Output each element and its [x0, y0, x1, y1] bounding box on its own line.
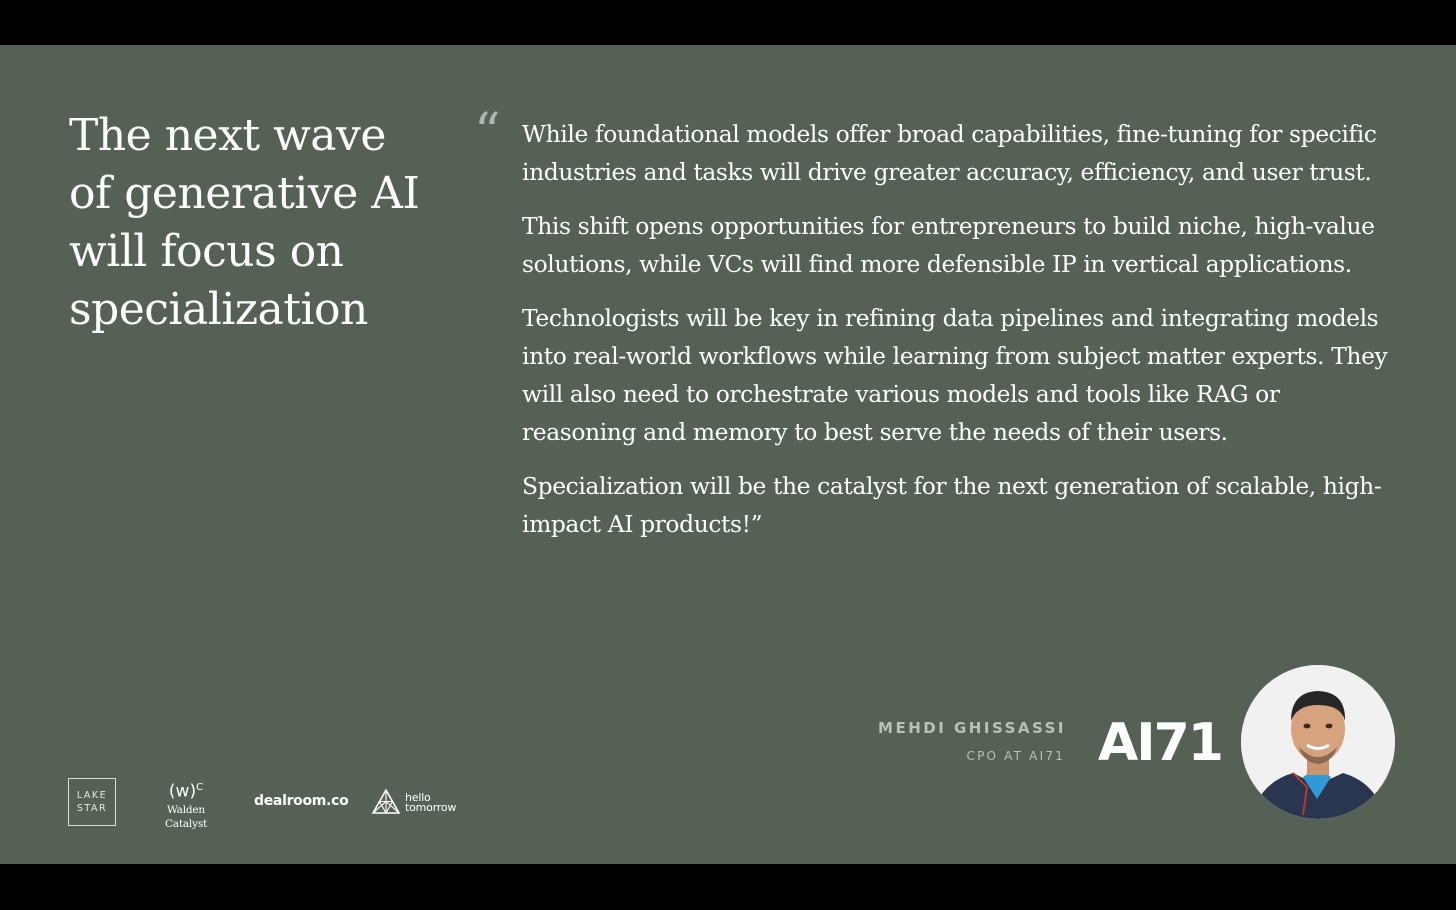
speaker-portrait: [1241, 665, 1395, 819]
slide: [0, 45, 1456, 864]
dealroom-logo: dealroom.co: [254, 793, 349, 809]
lakestar-logo: [68, 778, 116, 826]
walden-mark: $(w)^C$: [168, 781, 204, 802]
speaker-name: MEHDI GHISSASSI: [878, 719, 1066, 737]
ai71-logo: AI71: [1098, 713, 1222, 773]
speaker-avatar: [1241, 665, 1395, 819]
quote-body: [522, 115, 1397, 559]
hello-tomorrow-text: hello tomorrow: [405, 791, 457, 814]
hello-tomorrow-icon: [372, 789, 400, 815]
headline: The next wave of generative AI will focus on specialization: [69, 110, 420, 335]
walden-name: Walden Catalyst: [164, 803, 208, 830]
walden-catalyst-logo: [146, 777, 226, 831]
lakestar-logo-line: LAKE: [76, 790, 108, 801]
speaker-role: CPO AT AI71: [966, 749, 1065, 763]
quote-paragraph: This shift opens opportunities for entrepreneurs to build niche, high-value solutions, while VCs will find more defensible IP in vertical applications.: [522, 212, 1375, 278]
quote-paragraph: Specialization will be the catalyst for the next generation of scalable, high-impact AI products!”: [522, 472, 1382, 538]
quote-mark-icon: “: [474, 103, 501, 163]
quote-paragraph: While foundational models offer broad capabilities, fine-tuning for specific industries and tasks will drive greater accuracy, efficiency, and user trust.: [522, 120, 1377, 186]
lakestar-logo-line: STAR: [76, 803, 108, 814]
quote-paragraph: Technologists will be key in refining data pipelines and integrating models into real-world workflows while learning from subject matter experts. They will also need to orchestrate various models and tools like RAG or reasoning and memory to best serve the needs of their users.: [522, 304, 1388, 446]
hello-tomorrow-logo: [372, 789, 457, 819]
